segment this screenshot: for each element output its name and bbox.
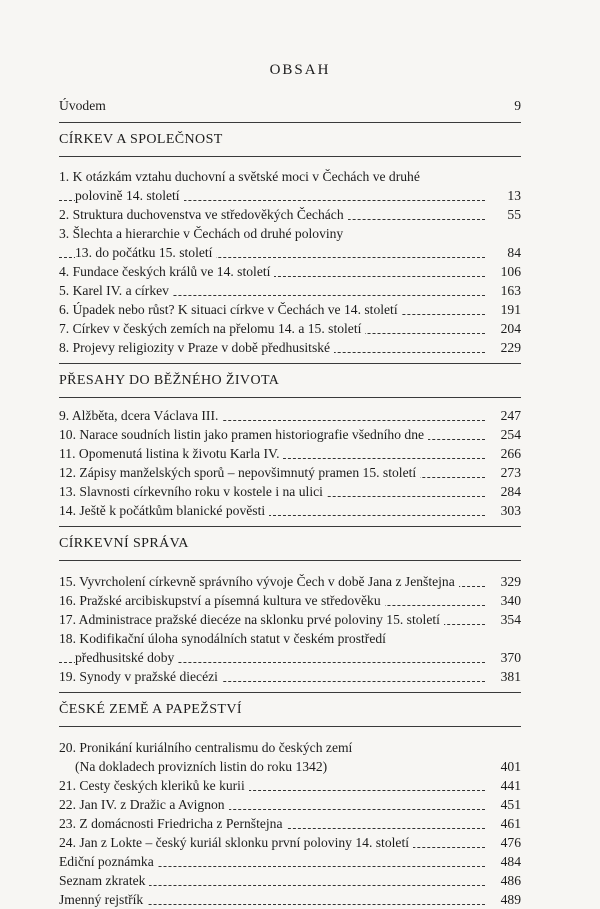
toc-page-number: 84	[491, 243, 521, 262]
section-heading: ČESKÉ ZEMĚ A PAPEŽSTVÍ	[59, 702, 242, 717]
toc-page-number: 273	[491, 463, 521, 482]
section-heading: PŘESAHY DO BĚŽNÉHO ŽIVOTA	[59, 373, 280, 388]
toc-entry: 9. Alžběta, dcera Václava III. 247	[59, 408, 521, 423]
toc-entry: 4. Fundace českých králů ve 14. století 106	[59, 264, 521, 279]
toc-page-number: 401	[491, 757, 521, 776]
toc-page-number: 354	[491, 610, 521, 629]
toc-entry: (Na dokladech provizních listin do roku 1342) 401	[75, 759, 521, 774]
toc-page-number: 340	[491, 591, 521, 610]
toc-entry: 3. Šlechta a hierarchie v Čechách od druhé poloviny	[59, 224, 521, 243]
toc-entry: 11. Opomenutá listina k životu Karla IV. 266	[59, 446, 521, 461]
table-of-contents	[59, 96, 521, 909]
toc-entry: 1. K otázkám vztahu duchovní a světské moci v Čechách ve druhé	[59, 167, 521, 186]
toc-page-number: 266	[491, 444, 521, 463]
toc-page-number: 254	[491, 425, 521, 444]
toc-page-number: 441	[491, 776, 521, 795]
toc-page-number: 229	[491, 338, 521, 357]
toc-entry: 18. Kodifikační úloha synodálních statut v českém prostředí	[59, 629, 521, 648]
toc-entry: 19. Synody v pražské diecézi 381	[59, 669, 521, 684]
toc-entry: 16. Pražské arcibiskupství a písemná kultura ve středověku 340	[59, 593, 521, 608]
toc-page-number: 55	[491, 205, 521, 224]
toc-entry: 17. Administrace pražské diecéze na sklonku prvé poloviny 15. století 354	[59, 612, 521, 627]
toc-page-number: 106	[491, 262, 521, 281]
toc-page-number: 9	[491, 96, 521, 115]
toc-entry: 5. Karel IV. a církev 163	[59, 283, 521, 298]
toc-entry: 15. Vyvrcholení církevně správního vývoje Čech v době Jana z Jenštejna 329	[59, 574, 521, 589]
toc-entry: polovině 14. století 13	[59, 186, 521, 205]
toc-page-number: 329	[491, 572, 521, 591]
section-heading: CÍRKEVNÍ SPRÁVA	[59, 536, 189, 551]
toc-page-number: 476	[491, 833, 521, 852]
toc-page-number: 381	[491, 667, 521, 686]
toc-entry: 13. do počátku 15. století 84	[59, 243, 521, 262]
toc-entry-back-matter: Ediční poznámka 484	[59, 854, 521, 869]
toc-entry: 2. Struktura duchovenstva ve středověkých Čechách 55	[59, 207, 521, 222]
toc-entry-back-matter: Seznam zkratek 486	[59, 873, 521, 888]
toc-entry-title: Úvodem	[59, 96, 110, 115]
toc-page-number: 484	[491, 852, 521, 871]
toc-page-number: 247	[491, 406, 521, 425]
toc-entry: 10. Narace soudních listin jako pramen historiografie všedního dne 254	[59, 427, 521, 442]
toc-entry: 24. Jan z Lokte – český kuriál sklonku první poloviny 14. století 476	[59, 835, 521, 850]
toc-page-number: 486	[491, 871, 521, 890]
toc-page-number: 303	[491, 501, 521, 520]
toc-entry: 12. Zápisy manželských sporů – nepovšimnutý pramen 15. století 273	[59, 465, 521, 480]
page-title: OBSAH	[269, 62, 331, 78]
toc-entry: 13. Slavnosti církevního roku v kostele i na ulici 284	[59, 484, 521, 499]
toc-entry: 22. Jan IV. z Dražic a Avignon 451	[59, 797, 521, 812]
toc-page-number: 204	[491, 319, 521, 338]
toc-entry: 14. Ještě k počátkům blanické pověsti 303	[59, 503, 521, 518]
toc-entry: 6. Úpadek nebo růst? K situaci církve v Čechách ve 14. století 191	[59, 302, 521, 317]
toc-page-number: 163	[491, 281, 521, 300]
toc-page-number: 284	[491, 482, 521, 501]
toc-entry: 21. Cesty českých kleriků ke kurii 441	[59, 778, 521, 793]
toc-entry: 8. Projevy religiozity v Praze v době předhusitské 229	[59, 340, 521, 355]
toc-page-number: 370	[491, 648, 521, 667]
toc-entry: 20. Pronikání kuriálního centralismu do českých zemí	[59, 738, 521, 757]
toc-page-number: 461	[491, 814, 521, 833]
toc-entry-intro	[59, 96, 521, 115]
section-heading: CÍRKEV A SPOLEČNOST	[59, 132, 223, 147]
toc-page-number: 191	[491, 300, 521, 319]
toc-page-number: 13	[491, 186, 521, 205]
toc-entry: předhusitské doby 370	[59, 648, 521, 667]
toc-entry: 23. Z domácnosti Friedricha z Pernštejna 461	[59, 816, 521, 831]
toc-entry-back-matter: Jmenný rejstřík 489	[59, 892, 521, 907]
toc-page-number: 451	[491, 795, 521, 814]
toc-page-number: 489	[491, 890, 521, 909]
toc-entry: 7. Církev v českých zemích na přelomu 14. a 15. století 204	[59, 321, 521, 336]
